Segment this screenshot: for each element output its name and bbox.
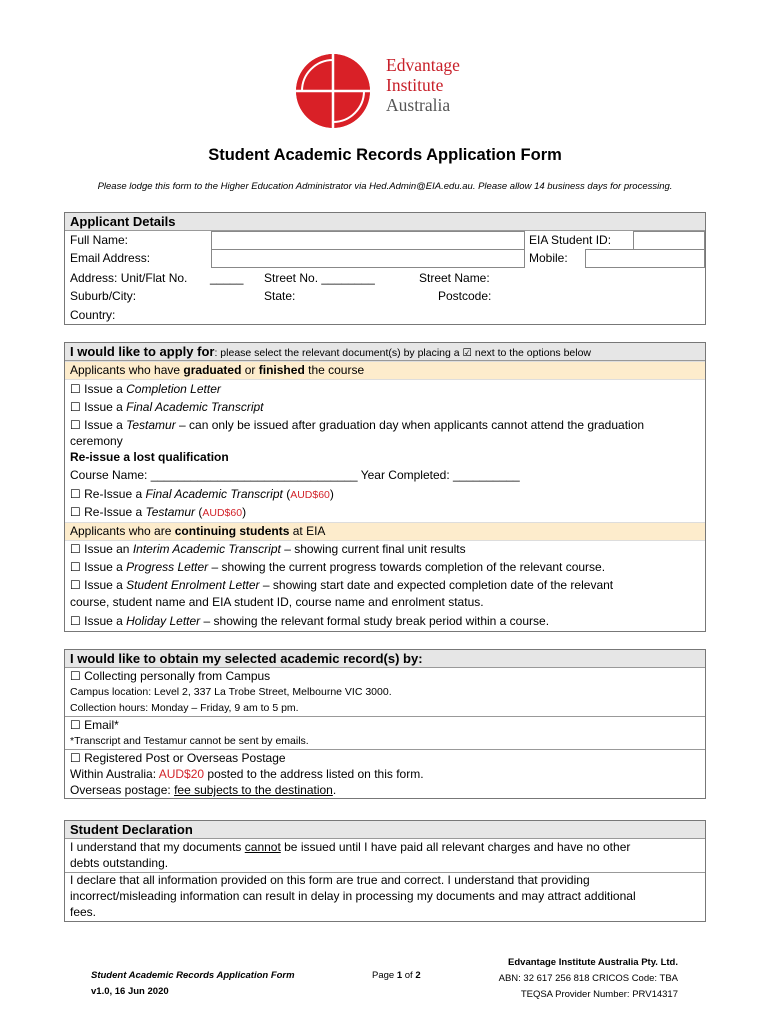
- option-enrolment-letter[interactable]: [70, 577, 613, 594]
- p1-underline: cannot: [244, 840, 281, 854]
- issue-a: Issue a: [84, 560, 127, 574]
- p1a: I understand that my documents: [70, 840, 245, 854]
- holiday: Holiday Letter: [126, 614, 201, 628]
- option-interim-transcript[interactable]: [70, 541, 466, 558]
- footer-left: [91, 968, 295, 1000]
- declaration-heading: Student Declaration: [65, 821, 705, 839]
- paren: ): [242, 505, 247, 519]
- campus-location: Campus location: Level 2, 337 La Trobe Street, Melbourne VIC 3000.: [70, 686, 392, 698]
- progress-note: – showing the current progress towards completion of the relevant course.: [208, 560, 606, 574]
- footer-teqsa: TEQSA Provider Number: PRV14317: [520, 989, 678, 1000]
- logo-line-3: Australia: [386, 95, 451, 115]
- option-campus[interactable]: [70, 668, 270, 685]
- reissue-heading: Re-issue a lost qualification: [70, 450, 229, 464]
- mobile-label: Mobile:: [529, 251, 568, 265]
- unit-blank[interactable]: _____: [210, 271, 244, 285]
- campus-text: Collecting personally from Campus: [84, 669, 271, 683]
- divider: [65, 716, 705, 717]
- apply-heading-text: I would like to apply for: [70, 344, 215, 359]
- paren: ): [329, 487, 334, 501]
- apply-heading-note: : please select the relevant document(s) by placing a ☑ next to the options below: [214, 347, 592, 359]
- student-id-label: EIA Student ID:: [529, 233, 612, 247]
- option-reissue-testamur[interactable]: [70, 504, 246, 522]
- option-post[interactable]: [70, 750, 286, 767]
- checkbox[interactable]: ☐: [70, 718, 81, 732]
- overseas-link[interactable]: fee subjects to the destination: [174, 783, 333, 797]
- street-name-label: Street Name:: [419, 271, 490, 285]
- overseas-end: .: [332, 783, 337, 797]
- declaration-p2a: I declare that all information provided on this form are true and correct. I understand that providing: [70, 873, 590, 887]
- email-label: Email Address:: [70, 251, 151, 265]
- checkbox[interactable]: ☐: [70, 614, 81, 628]
- enrolment-note: – showing start date and expected completion date of the relevant: [259, 578, 614, 592]
- address-label: [70, 270, 244, 287]
- checkbox[interactable]: ☐: [70, 418, 81, 432]
- footer-page: [372, 968, 421, 984]
- email-text: Email*: [84, 718, 119, 732]
- applicant-details-section: [64, 212, 706, 325]
- apply-for-section: [64, 342, 706, 632]
- applicant-heading: Applicant Details: [65, 213, 705, 231]
- graduated-banner: [65, 361, 705, 380]
- testamur-note: – can only be issued after graduation day when applicants cannot attend the graduation: [175, 418, 645, 432]
- final-transcript: Final Academic Transcript: [126, 400, 264, 414]
- page-title: Student Academic Records Application Form: [208, 146, 562, 164]
- issue-an: Issue an: [84, 542, 133, 556]
- fee-20: AUD$20: [158, 767, 205, 781]
- logo-line-2: Institute: [386, 75, 444, 95]
- checkbox[interactable]: ☐: [70, 578, 81, 592]
- apply-heading: [65, 343, 705, 361]
- checkbox[interactable]: ☐: [70, 487, 81, 501]
- paren: (: [198, 505, 203, 519]
- option-final-transcript[interactable]: [70, 399, 264, 416]
- footer-version: v1.0, 16 Jun 2020: [91, 986, 169, 997]
- within-text: Within Australia:: [70, 767, 159, 781]
- cont-pre: Applicants who are: [70, 524, 175, 538]
- footer-right: [470, 955, 678, 1003]
- email-field[interactable]: [211, 249, 525, 268]
- checkbox[interactable]: ☐: [70, 382, 81, 396]
- checkbox[interactable]: ☐: [70, 669, 81, 683]
- suburb-label: Suburb/City:: [70, 289, 137, 303]
- logo-mark-graphic: [296, 54, 370, 128]
- within-post: posted to the address listed on this form.: [204, 767, 424, 781]
- full-name-field[interactable]: [211, 231, 525, 250]
- country-label: Country:: [70, 308, 116, 322]
- issue-a: Issue a: [84, 418, 127, 432]
- overseas-text: Overseas postage:: [70, 783, 175, 797]
- holiday-note: – showing the relevant formal study break period within a course.: [200, 614, 550, 628]
- obtain-section: [64, 649, 706, 799]
- full-name-label: Full Name:: [70, 233, 129, 247]
- street-no-label: [264, 270, 375, 287]
- option-testamur[interactable]: [70, 417, 644, 434]
- declaration-p2b: incorrect/misleading information can result in delay in processing my documents and may attract additional: [70, 889, 636, 903]
- declaration-p1: [70, 839, 630, 856]
- option-email[interactable]: [70, 717, 119, 734]
- unit-label: Address: Unit/Flat No.: [70, 271, 188, 285]
- page-total: 2: [415, 970, 421, 981]
- issue-a: Issue a: [84, 578, 127, 592]
- cont-post: at EIA: [289, 524, 326, 538]
- issue-a: Issue a: [84, 382, 127, 396]
- reissue-a: Re-Issue a: [84, 505, 146, 519]
- grad-mid: or: [241, 363, 259, 377]
- declaration-p1c: debts outstanding.: [70, 856, 169, 870]
- grad-b1: graduated: [183, 363, 242, 377]
- street-no-blank[interactable]: ________: [321, 271, 375, 285]
- p1b: be issued until I have paid all relevant charges and have no other: [280, 840, 631, 854]
- checkbox[interactable]: ☐: [70, 505, 81, 519]
- progress: Progress Letter: [126, 560, 209, 574]
- fee-60: AUD$60: [290, 489, 330, 501]
- intro-text: Please lodge this form to the Higher Education Administrator via Hed.Admin@EIA.edu.au. Please allow 14 business days for processing.: [97, 181, 673, 192]
- option-reissue-transcript[interactable]: [70, 486, 334, 504]
- footer-abn: ABN: 32 617 256 818 CRICOS Code: TBA: [498, 973, 678, 984]
- enrolment: Student Enrolment Letter: [126, 578, 260, 592]
- grad-pre: Applicants who have: [70, 363, 184, 377]
- enrolment-note-2: course, student name and EIA student ID, course name and enrolment status.: [70, 595, 484, 609]
- testamur: Testamur: [126, 418, 176, 432]
- page-num: 1: [396, 970, 403, 981]
- completion-letter: Completion Letter: [126, 382, 221, 396]
- student-id-field[interactable]: [633, 231, 705, 250]
- grad-b2: finished: [258, 363, 305, 377]
- post-text: Registered Post or Overseas Postage: [84, 751, 286, 765]
- email-note: *Transcript and Testamur cannot be sent by emails.: [70, 735, 309, 747]
- paren: (: [286, 487, 291, 501]
- footer-form-name: Student Academic Records Application Form: [91, 970, 295, 981]
- postcode-label: Postcode:: [438, 289, 492, 303]
- within-australia: [70, 766, 424, 783]
- checkbox[interactable]: ☐: [70, 751, 81, 765]
- continuing-banner: [65, 522, 705, 541]
- option-completion-letter[interactable]: [70, 381, 221, 398]
- course-name-line[interactable]: Course Name: _______________________________ Year Completed: __________: [70, 468, 520, 482]
- cont-bold: continuing students: [174, 524, 290, 538]
- overseas-postage: [70, 782, 336, 799]
- checkbox[interactable]: ☐: [70, 400, 81, 414]
- checkbox[interactable]: ☐: [70, 542, 81, 556]
- campus-hours: Collection hours: Monday – Friday, 9 am to 5 pm.: [70, 702, 299, 714]
- footer-company: Edvantage Institute Australia Pty. Ltd.: [508, 957, 678, 968]
- option-holiday-letter[interactable]: [70, 613, 549, 630]
- state-label: State:: [264, 289, 296, 303]
- obtain-heading: I would like to obtain my selected academic record(s) by:: [65, 650, 705, 668]
- reissue-a: Re-Issue a: [84, 487, 146, 501]
- testamur-note-2: ceremony: [70, 434, 123, 448]
- mobile-field[interactable]: [585, 249, 705, 268]
- interim-note: – showing current final unit results: [280, 542, 466, 556]
- fee-60: AUD$60: [202, 507, 243, 519]
- final-transcript: Final Academic Transcript: [145, 487, 283, 501]
- street-no-text: Street No.: [264, 271, 319, 285]
- issue-a: Issue a: [84, 400, 127, 414]
- declaration-p2c: fees.: [70, 905, 97, 919]
- option-progress-letter[interactable]: [70, 559, 605, 576]
- checkbox[interactable]: ☐: [70, 560, 81, 574]
- logo-wordmark: [386, 55, 460, 115]
- testamur: Testamur: [145, 505, 196, 519]
- interim: Interim Academic Transcript: [132, 542, 281, 556]
- issue-a: Issue a: [84, 614, 127, 628]
- grad-post: the course: [304, 363, 365, 377]
- page-pre: Page: [372, 970, 397, 981]
- declaration-section: [64, 820, 706, 922]
- logo-mark: [296, 54, 370, 128]
- logo-line-1: Edvantage: [386, 55, 460, 75]
- page-mid: of: [402, 970, 416, 981]
